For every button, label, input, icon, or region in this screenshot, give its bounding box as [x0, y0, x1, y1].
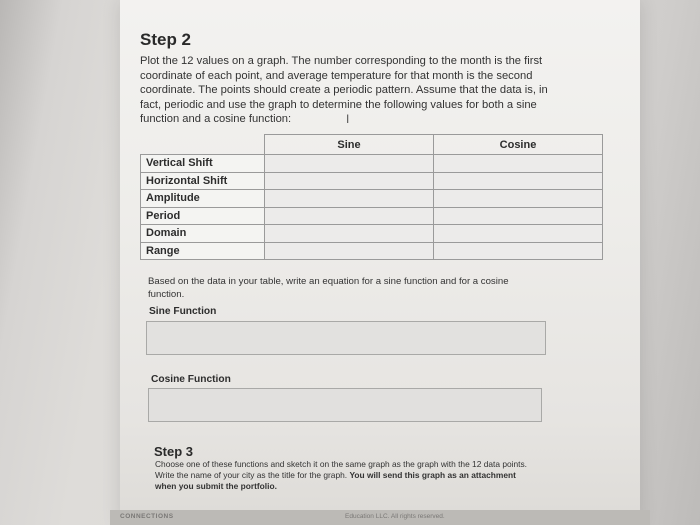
sine-range-cell[interactable] — [265, 242, 434, 260]
table-corner — [141, 135, 265, 155]
row-label-domain: Domain — [141, 225, 265, 243]
cosine-column-header: Cosine — [434, 135, 603, 155]
table-row — [141, 190, 603, 208]
table-row — [141, 172, 603, 190]
cosine-period-cell[interactable] — [434, 207, 603, 225]
step2-title: Step 2 — [140, 30, 192, 49]
page-footer — [110, 510, 650, 525]
cosine-domain-cell[interactable] — [434, 225, 603, 243]
cosine-vertical-shift-cell[interactable] — [434, 155, 603, 173]
table-row — [141, 155, 603, 173]
sine-amplitude-cell[interactable] — [265, 190, 434, 208]
table-row — [141, 225, 603, 243]
cosine-function-label: Cosine Function — [151, 374, 231, 385]
step2-instructions: Plot the 12 values on a graph. The number corresponding to the month is the first coordinate of each point, and average temperature for that month is the second coordinate. The points should create a periodic pattern. Assume that the data is, in fact, periodic and use the graph to determine the following values for both a sine function and a cosine function: — [140, 55, 548, 126]
row-label-range: Range — [141, 242, 265, 260]
text-cursor-icon: I — [346, 112, 350, 126]
sine-horizontal-shift-cell[interactable] — [265, 172, 434, 190]
sine-column-header: Sine — [265, 135, 434, 155]
row-label-vertical-shift: Vertical Shift — [141, 155, 265, 173]
step3-text: Choose one of these functions and sketch it on the same graph as the graph with the 12 data points. Write the name of your city as the title for the graph. — [155, 459, 528, 480]
sine-domain-cell[interactable] — [265, 225, 434, 243]
table-row — [141, 242, 603, 260]
row-label-period: Period — [141, 207, 265, 225]
step3-instructions — [155, 459, 535, 491]
cosine-range-cell[interactable] — [434, 242, 603, 260]
equations-prompt: Based on the data in your table, write an equation for a sine function and for a cosine function. — [148, 276, 509, 300]
sine-vertical-shift-cell[interactable] — [265, 155, 434, 173]
row-label-amplitude: Amplitude — [141, 190, 265, 208]
footer-brand: CONNECTIONS — [120, 513, 174, 520]
sine-function-input[interactable] — [146, 321, 546, 355]
values-table — [140, 134, 603, 260]
cosine-function-input[interactable] — [148, 388, 542, 422]
table-row — [141, 207, 603, 225]
cosine-amplitude-cell[interactable] — [434, 190, 603, 208]
footer-copyright: Education LLC. All rights reserved. — [345, 513, 445, 520]
row-label-horizontal-shift: Horizontal Shift — [141, 172, 265, 190]
cosine-horizontal-shift-cell[interactable] — [434, 172, 603, 190]
sine-period-cell[interactable] — [265, 207, 434, 225]
table-header-row — [141, 135, 603, 155]
step3-title: Step 3 — [154, 444, 194, 459]
sine-function-label: Sine Function — [149, 306, 217, 317]
step3-bold-text: You will send this graph as an attachment when you submit the portfolio. — [155, 469, 516, 491]
